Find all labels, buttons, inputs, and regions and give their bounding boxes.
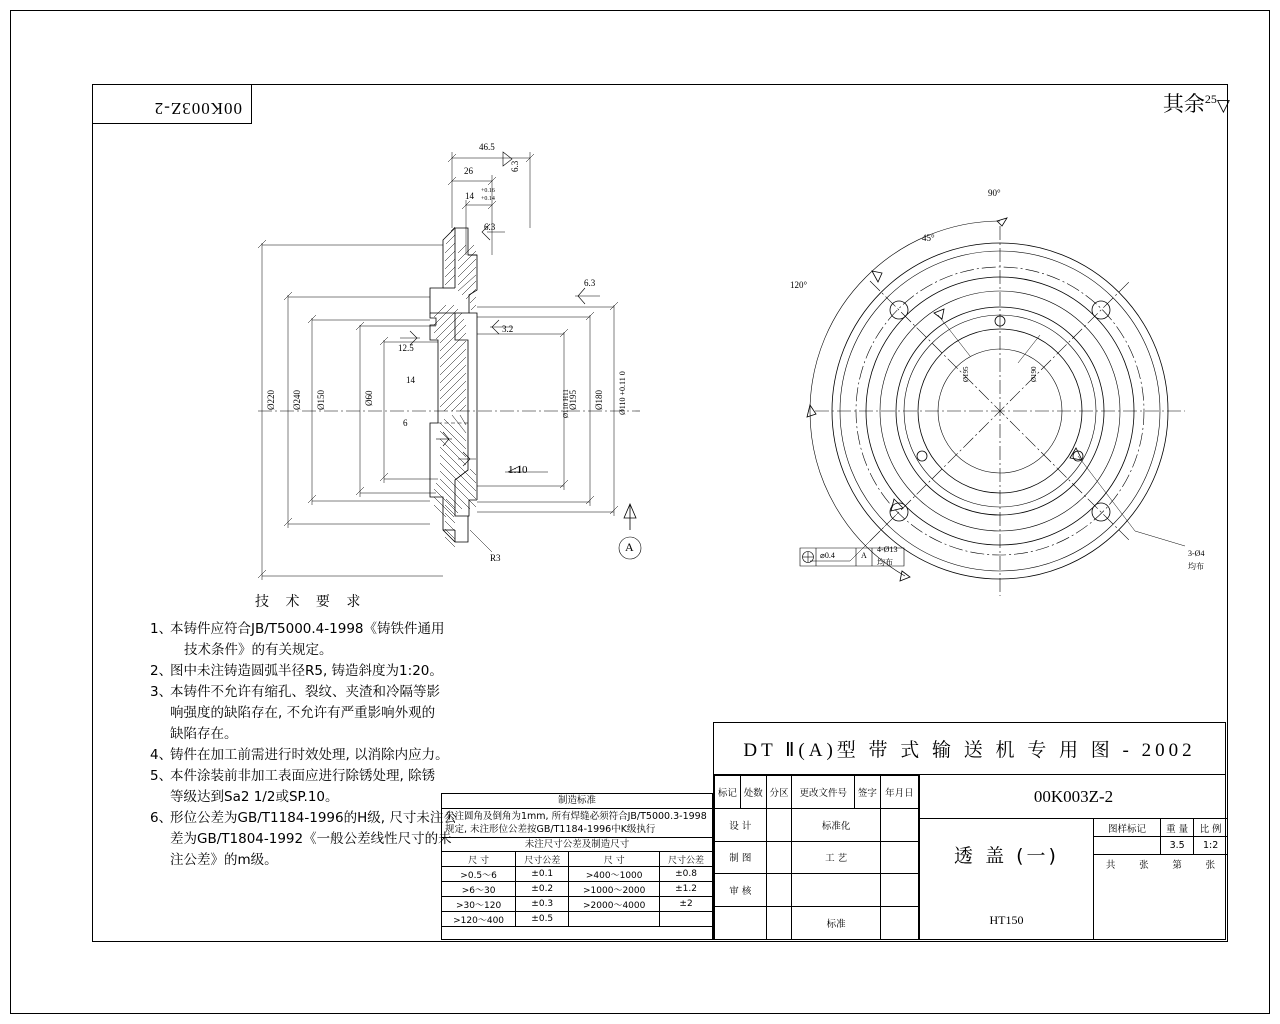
ms-cell: >30～120: [442, 897, 516, 912]
hole-count-3: 3-Ø4: [1188, 549, 1205, 558]
ms-note-line: 规定, 未注形位公差按GB/T1184-1996中K级执行: [445, 824, 656, 835]
gtol-datum: A: [861, 551, 867, 560]
dim-6-left: 6: [403, 418, 408, 428]
angle-90: 90°: [988, 188, 1001, 198]
tech-req-line: 响强度的缺陷存在, 不允许有严重影响外观的: [170, 705, 436, 721]
tech-req-num-6: 6、: [150, 810, 173, 826]
title-block-left-table: [714, 775, 919, 940]
tb-val: [880, 874, 918, 907]
tb-h-sign: 签字: [855, 776, 881, 809]
tb-val: [766, 907, 792, 940]
ms-cell: ±0.2: [516, 882, 569, 897]
ms-cell: >120～400: [442, 912, 516, 927]
tech-req-line: 等级达到Sa2 1/2或SP.10。: [170, 789, 339, 805]
ms-cell: ±0.5: [516, 912, 569, 927]
table-row: [442, 912, 712, 927]
tb-h-docno: 更改文件号: [792, 776, 855, 809]
ms-header: 制造标准: [442, 794, 712, 809]
title-block-part-info: [919, 819, 1094, 940]
tech-req-num-1: 1、: [150, 621, 173, 637]
tb-weight-label: 重 量: [1161, 819, 1194, 837]
dim-d60: Ø60: [364, 390, 374, 406]
dim-d220: Ø220: [266, 390, 276, 410]
title-block-header: DT Ⅱ(A)型 带 式 输 送 机 专 用 图 - 2002: [714, 723, 1225, 775]
ms-cell: ±0.3: [516, 897, 569, 912]
title-block: [713, 722, 1226, 940]
roughness-12-5: 12.5: [398, 343, 414, 353]
tech-req-title: 技 术 要 求: [255, 594, 367, 610]
ms-note-line: 未注圆角及倒角为1mm, 所有焊缝必须符合JB/T5000.3-1998: [445, 811, 707, 822]
technical-requirements: [150, 592, 480, 871]
tb-val: [766, 874, 792, 907]
ms-notes: [442, 809, 712, 838]
title-block-drawing-code: 00K003Z-2: [919, 775, 1227, 819]
table-row: [442, 882, 712, 897]
table-row: [442, 897, 712, 912]
tb-sheet-label: 第: [1172, 859, 1182, 871]
dim-14: 14: [465, 191, 474, 201]
tech-req-line: 本件涂装前非加工表面应进行除锈处理, 除锈: [170, 768, 436, 784]
tb-sheet-unit: 张: [1205, 859, 1216, 871]
tech-req-line: 图中未注铸造圆弧半径R5, 铸造斜度为1:20。: [170, 663, 443, 679]
tech-req-line: 缺陷存在。: [170, 726, 238, 742]
angle-45: 45°: [922, 233, 935, 243]
tech-req-item-3: [150, 682, 480, 745]
ms-cell: [660, 912, 712, 927]
dim-d150: Ø150: [316, 390, 326, 410]
tech-req-line: 技术条件》的有关规定。: [184, 642, 333, 658]
taper-note: 1:10: [508, 464, 528, 476]
dim-14-tol-upper: +0.16: [481, 188, 495, 194]
ms-table-header-row: [442, 852, 712, 867]
tb-role-check: 审 核: [715, 874, 767, 907]
tech-req-line: 形位公差为GB/T1184-1996的H级, 尺寸未注公: [170, 810, 457, 826]
table-row: [715, 907, 919, 940]
table-row: [442, 867, 712, 882]
gtol-value: ⌀0.4: [820, 551, 835, 560]
front-section-view: [258, 152, 641, 580]
tb-role-process: 工 艺: [792, 841, 880, 874]
roughness-3-2: 3.2: [502, 324, 514, 334]
part-name: 透 盖 (一): [954, 845, 1059, 867]
tech-req-line: 本铸件应符合JB/T5000.4-1998《铸铁件通用: [170, 621, 445, 637]
hole-spacing-left: 均布: [877, 558, 893, 567]
roughness-6-3-c: 6.3: [584, 278, 596, 288]
roughness-triangle-icon: ▽: [1216, 96, 1230, 116]
tech-req-line: 差为GB/T1804-1992《一般公差线性尺寸的未: [170, 831, 452, 847]
tb-total-unit: 张: [1139, 859, 1149, 871]
angle-120: 120°: [790, 280, 808, 290]
table-row: [1094, 837, 1227, 855]
tech-req-num-3: 3、: [150, 684, 173, 700]
ms-cell: >1000～2000: [569, 882, 660, 897]
tb-total-label: 共: [1105, 859, 1116, 871]
tb-val: [880, 808, 918, 841]
ms-cell: ±2: [660, 897, 712, 912]
roughness-6-3-a: 6.3: [510, 160, 520, 172]
tb-scale-label: 比 例: [1194, 819, 1227, 837]
circular-front-view: [807, 218, 1185, 596]
table-row: [715, 841, 919, 874]
ms-cell: >400～1000: [569, 867, 660, 882]
tb-weight-value: 3.5: [1161, 837, 1194, 855]
tech-req-line: 注公差》的m级。: [170, 852, 278, 868]
tb-role-drafting: 制 图: [715, 841, 767, 874]
tb-drawing-mark-value: [1094, 837, 1161, 855]
ms-col-size-2: 尺 寸: [569, 852, 660, 867]
ms-cell: >0.5～6: [442, 867, 516, 882]
tb-right-header-row: [1094, 819, 1227, 837]
tb-val: [766, 808, 792, 841]
tech-req-item-1: [150, 619, 480, 661]
tech-req-item-4: [150, 745, 480, 766]
dim-d180: Ø180: [594, 390, 604, 410]
dim-d110-h11: Ø110 +0.11 0: [618, 371, 627, 415]
tb-role-empty: [715, 907, 767, 940]
table-row: [715, 874, 919, 907]
tb-role-blank: [792, 874, 880, 907]
ms-tolerance-table: [442, 852, 712, 927]
material-name: HT150: [989, 913, 1024, 927]
dim-26: 26: [464, 166, 473, 176]
dia-190: Ø190: [1030, 366, 1038, 382]
dia-195: Ø195: [962, 366, 970, 382]
tb-scale-value: 1:2: [1194, 837, 1227, 855]
tech-req-num-5: 5、: [150, 768, 173, 784]
hole-spacing-right: 均布: [1188, 562, 1204, 571]
tb-h-date: 年月日: [880, 776, 918, 809]
dim-d165: Ø195: [568, 390, 578, 410]
ms-cell: ±0.1: [516, 867, 569, 882]
dim-d240: Ø240: [292, 390, 302, 410]
tb-val: [880, 841, 918, 874]
ms-cell: ±1.2: [660, 882, 712, 897]
tb-header-row: [715, 776, 919, 809]
ms-col-size-1: 尺 寸: [442, 852, 516, 867]
dim-46-5: 46.5: [479, 142, 495, 152]
ms-cell: [569, 912, 660, 927]
ms-col-tol-1: 尺寸公差: [516, 852, 569, 867]
title-block-right-table: [1094, 819, 1227, 940]
tech-req-num-4: 4、: [150, 747, 173, 763]
ms-cell: >2000～4000: [569, 897, 660, 912]
ms-sub-header: 未注尺寸公差及制造尺寸: [442, 838, 712, 852]
drawing-code-vertical: 00K003Z-2: [153, 99, 242, 118]
tb-drawing-mark-label: 图样标记: [1094, 819, 1161, 837]
section-label-a: A: [625, 540, 634, 554]
roughness-6-3-b: 6.3: [484, 222, 496, 232]
tb-h-count: 处数: [740, 776, 766, 809]
dim-14-left: 14: [406, 375, 415, 385]
tech-req-item-2: [150, 661, 480, 682]
tech-req-item-6: [150, 808, 480, 871]
ms-cell: ±0.8: [660, 867, 712, 882]
tb-val: [766, 841, 792, 874]
ms-cell: >6～30: [442, 882, 516, 897]
table-row: [715, 808, 919, 841]
tb-val: [880, 907, 918, 940]
general-roughness-value: 25: [1204, 92, 1217, 106]
tb-h-mark: 标记: [715, 776, 741, 809]
manufacturing-standard-block: [441, 793, 713, 940]
dim-d110-tol: Ø110 H11: [562, 389, 570, 418]
tb-role-design: 设 计: [715, 808, 767, 841]
tech-req-item-5: [150, 766, 480, 808]
hole-count-4: 4-Ø13: [877, 545, 898, 554]
ms-col-tol-2: 尺寸公差: [660, 852, 712, 867]
tb-role-standard: 标准: [792, 907, 880, 940]
tech-req-line: 铸件在加工前需进行时效处理, 以消除内应力。: [170, 747, 449, 763]
fillet-r3: R3: [490, 553, 501, 563]
tech-req-line: 本铸件不允许有缩孔、裂纹、夹渣和冷隔等影: [170, 684, 440, 700]
tech-req-num-2: 2、: [150, 663, 173, 679]
general-roughness-label: 其余: [1162, 92, 1205, 116]
dim-14-tol-lower: +0.14: [481, 196, 495, 202]
tb-h-zone: 分区: [766, 776, 792, 809]
tb-role-standardization: 标准化: [792, 808, 880, 841]
tb-sheet-count-row: [1094, 855, 1227, 872]
